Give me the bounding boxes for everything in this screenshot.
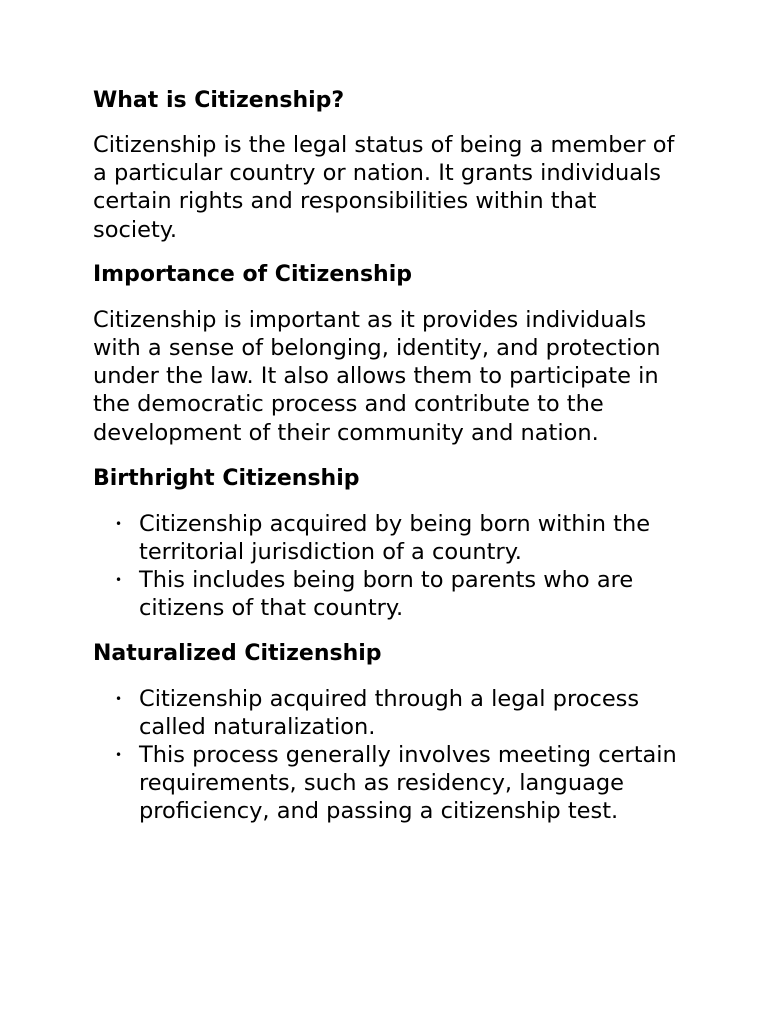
naturalized-list <box>93 685 683 826</box>
list-item <box>93 685 683 741</box>
section-paragraph-importance: Citizenship is important as it provides individuals with a sense of belonging, identity, and protection under the law. It also allows them to participate in the democratic process and contribute to the development of their community and nation. <box>93 306 661 446</box>
bullet-icon: • <box>115 516 123 531</box>
list-item-text: Citizenship acquired through a legal process called naturalization. <box>139 685 640 740</box>
section-heading-importance: Importance of Citizenship <box>93 261 412 287</box>
list-item-text: Citizenship acquired by being born within the territorial jurisdiction of a country. <box>139 510 651 566</box>
section-paragraph-what-is-citizenship: Citizenship is the legal status of being a member of a particular country or nation. It grants individuals certain rights and responsibilities within that society. <box>93 132 675 243</box>
list-item-text: This includes being born to parents who are citizens of that country. <box>139 567 634 622</box>
section-heading-what-is-citizenship: What is Citizenship? <box>93 88 345 113</box>
list-item <box>93 510 683 566</box>
birthright-list <box>93 510 683 623</box>
section-heading-birthright: Birthright Citizenship <box>93 465 360 491</box>
list-item-text: This process generally involves meeting certain requirements, such as residency, language proficiency, and passing a citizenship test. <box>139 742 677 825</box>
bullet-icon: • <box>115 748 123 763</box>
section-heading-naturalized: Naturalized Citizenship <box>93 640 382 666</box>
list-item <box>93 741 683 826</box>
bullet-icon: • <box>115 573 123 588</box>
list-item <box>93 566 683 622</box>
bullet-icon: • <box>115 691 123 706</box>
document-page <box>93 86 683 826</box>
